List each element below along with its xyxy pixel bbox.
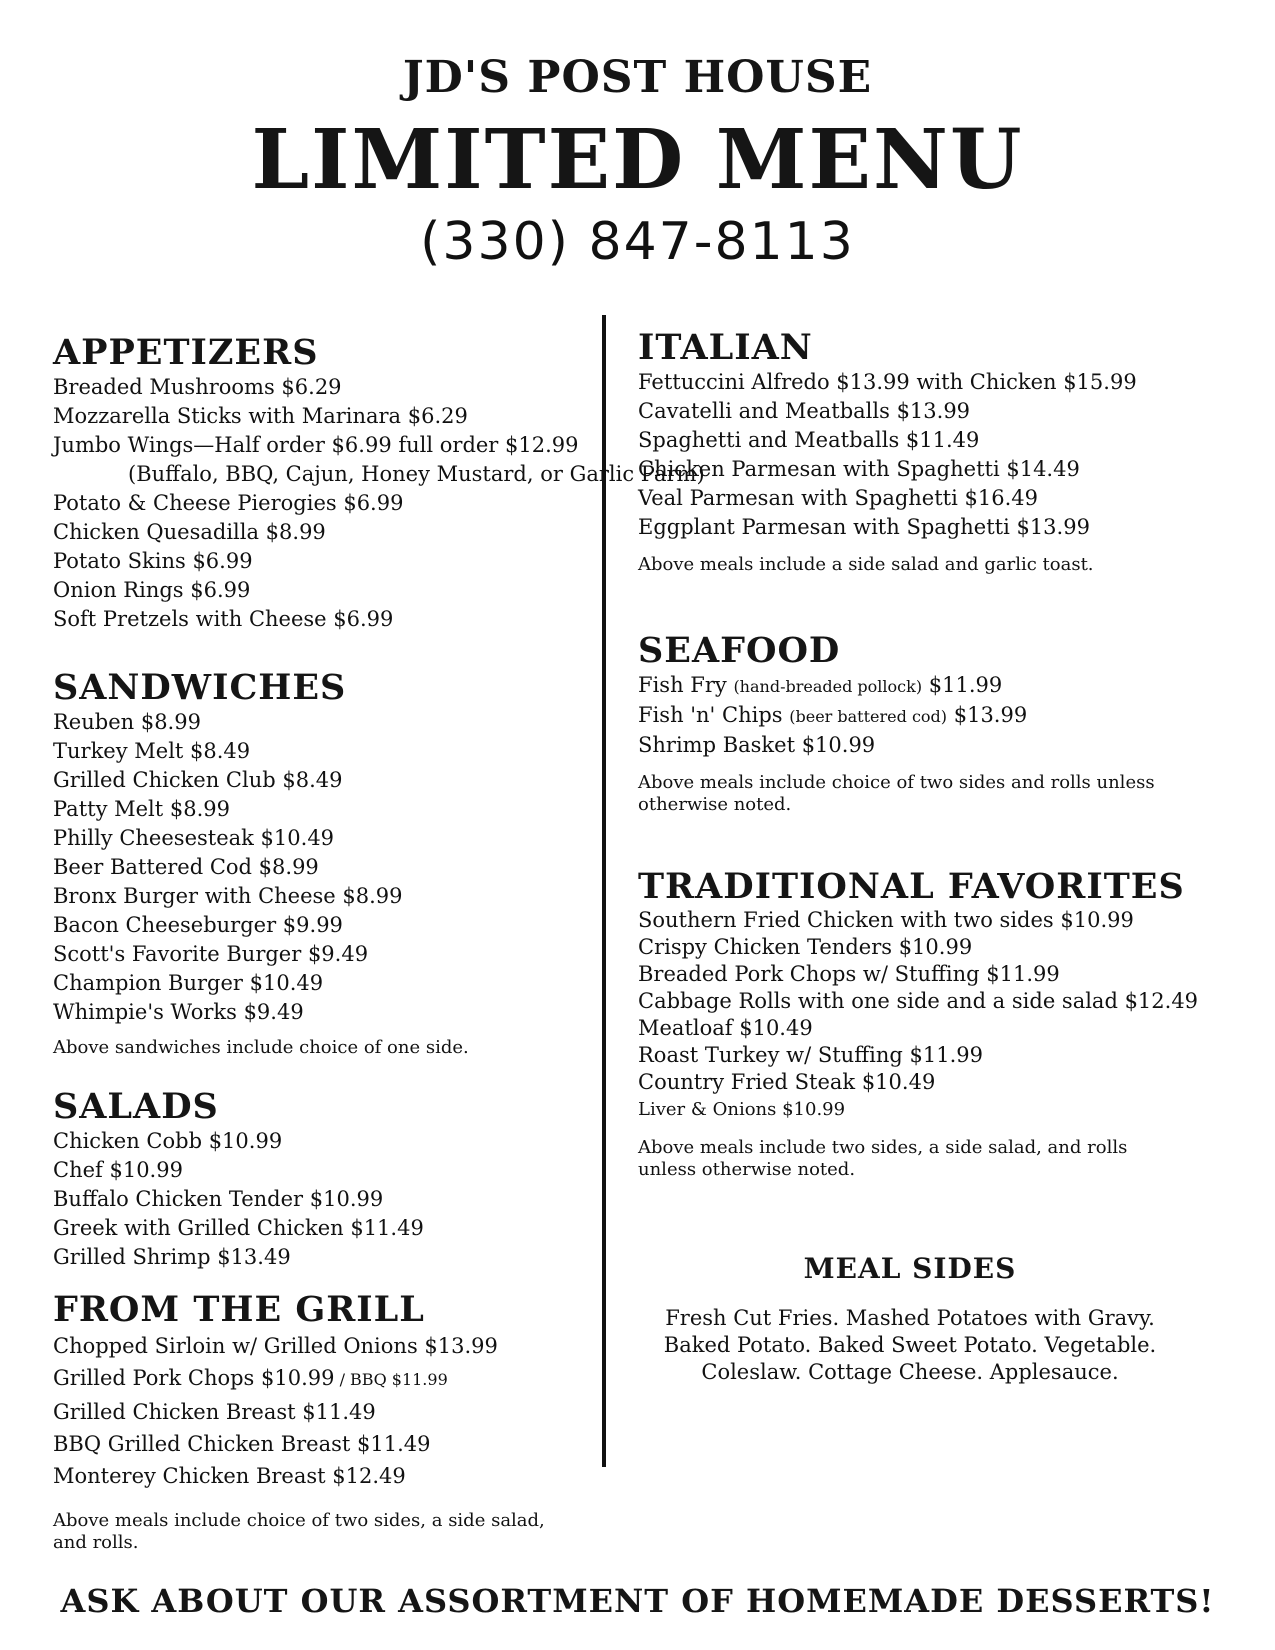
list-item: Monterey Chicken Breast $12.49 bbox=[53, 1464, 406, 1488]
grill-list bbox=[53, 1330, 553, 1492]
sandwiches-list bbox=[53, 708, 469, 1027]
list-item: Bronx Burger with Cheese $8.99 bbox=[53, 884, 403, 908]
list-item: Philly Cheesesteak $10.49 bbox=[53, 826, 335, 850]
seafood-section bbox=[638, 631, 1158, 816]
list-item: Chicken Cobb $10.99 bbox=[53, 1129, 283, 1153]
list-item: Greek with Grilled Chicken $11.49 bbox=[53, 1216, 424, 1240]
list-item: Meatloaf $10.49 bbox=[638, 1016, 813, 1040]
list-item bbox=[53, 1362, 553, 1396]
traditional-list bbox=[638, 907, 1198, 1123]
sides-line: Baked Potato. Baked Sweet Potato. Vegetable. bbox=[663, 1333, 1157, 1357]
list-item: Mozzarella Sticks with Marinara $6.29 bbox=[53, 404, 468, 428]
menu-title: LIMITED MENU bbox=[251, 112, 1024, 208]
fish-chips-desc: (beer battered cod) bbox=[789, 707, 948, 726]
salads-title: SALADS bbox=[53, 1086, 219, 1127]
pork-chops-bbq-price: / BBQ $11.99 bbox=[334, 1370, 448, 1389]
list-item: Grilled Chicken Club $8.49 bbox=[53, 768, 343, 792]
list-item: Onion Rings $6.99 bbox=[53, 578, 251, 602]
fish-chips-price: $13.99 bbox=[953, 703, 1028, 727]
italian-list bbox=[638, 368, 1137, 542]
phone-number: (330) 847-8113 bbox=[420, 212, 855, 272]
grill-note: Above meals include choice of two sides, a side salad, and rolls. bbox=[53, 1510, 545, 1553]
list-item: Chicken Quesadilla $8.99 bbox=[53, 520, 326, 544]
list-item: Patty Melt $8.99 bbox=[53, 797, 231, 821]
italian-note: Above meals include a side salad and garlic toast. bbox=[638, 554, 1094, 575]
list-item: Liver & Onions $10.99 bbox=[638, 1099, 846, 1120]
list-item: Whimpie's Works $9.49 bbox=[53, 1000, 304, 1024]
list-item: Veal Parmesan with Spaghetti $16.49 bbox=[638, 486, 1038, 510]
salads-list bbox=[53, 1127, 424, 1272]
list-item: BBQ Grilled Chicken Breast $11.49 bbox=[53, 1432, 431, 1456]
list-item: Jumbo Wings—Half order $6.99 full order $12.99 bbox=[53, 433, 579, 457]
fish-chips-label: Fish 'n' Chips bbox=[638, 703, 783, 727]
list-item: Cabbage Rolls with one side and a side salad $12.49 bbox=[638, 989, 1199, 1013]
list-item: Grilled Chicken Breast $11.49 bbox=[53, 1400, 376, 1424]
restaurant-name: JD'S POST HOUSE bbox=[402, 52, 873, 103]
list-item: Shrimp Basket $10.99 bbox=[638, 733, 876, 757]
sides-line: Fresh Cut Fries. Mashed Potatoes with Gravy. bbox=[665, 1306, 1155, 1330]
list-item: Beer Battered Cod $8.99 bbox=[53, 855, 319, 879]
list-item bbox=[638, 671, 1158, 701]
salads-section bbox=[53, 1087, 424, 1272]
traditional-section bbox=[638, 867, 1198, 1181]
traditional-title: TRADITIONAL FAVORITES bbox=[638, 866, 1185, 907]
list-item: Breaded Mushrooms $6.29 bbox=[53, 375, 342, 399]
grill-section bbox=[53, 1290, 553, 1554]
list-item: Chef $10.99 bbox=[53, 1158, 183, 1182]
list-item: Turkey Melt $8.49 bbox=[53, 739, 251, 763]
italian-title: ITALIAN bbox=[638, 327, 813, 368]
list-item: Breaded Pork Chops w/ Stuffing $11.99 bbox=[638, 962, 1060, 986]
appetizers-list bbox=[53, 373, 705, 634]
grill-title: FROM THE GRILL bbox=[53, 1289, 425, 1330]
list-item: Champion Burger $10.49 bbox=[53, 971, 324, 995]
meal-sides-title: MEAL SIDES bbox=[803, 1252, 1017, 1285]
list-item: Cavatelli and Meatballs $13.99 bbox=[638, 399, 971, 423]
sandwiches-note: Above sandwiches include choice of one side. bbox=[53, 1037, 469, 1058]
list-item: Spaghetti and Meatballs $11.49 bbox=[638, 428, 980, 452]
list-item: Chopped Sirloin w/ Grilled Onions $13.99 bbox=[53, 1334, 498, 1358]
appetizers-title: APPETIZERS bbox=[53, 332, 319, 373]
list-item: Soft Pretzels with Cheese $6.99 bbox=[53, 607, 394, 631]
list-item: Crispy Chicken Tenders $10.99 bbox=[638, 935, 973, 959]
italian-section bbox=[638, 328, 1137, 576]
sides-line: Coleslaw. Cottage Cheese. Applesauce. bbox=[701, 1360, 1119, 1384]
list-item: Buffalo Chicken Tender $10.99 bbox=[53, 1187, 384, 1211]
list-item bbox=[638, 701, 1158, 731]
list-item: Grilled Shrimp $13.49 bbox=[53, 1245, 291, 1269]
meal-sides-list bbox=[630, 1305, 1190, 1386]
fish-fry-label: Fish Fry bbox=[638, 673, 727, 697]
list-item: Potato & Cheese Pierogies $6.99 bbox=[53, 491, 404, 515]
seafood-note: Above meals include choice of two sides and rolls unless otherwise noted. bbox=[638, 772, 1155, 815]
appetizers-section bbox=[53, 333, 705, 634]
seafood-list bbox=[638, 671, 1158, 760]
list-item: Scott's Favorite Burger $9.49 bbox=[53, 942, 369, 966]
list-item: Chicken Parmesan with Spaghetti $14.49 bbox=[638, 457, 1080, 481]
list-item: Potato Skins $6.99 bbox=[53, 549, 253, 573]
fish-fry-desc: (hand-breaded pollock) bbox=[733, 677, 923, 696]
pork-chops-label: Grilled Pork Chops $10.99 bbox=[53, 1366, 335, 1390]
fish-fry-price: $11.99 bbox=[928, 673, 1003, 697]
list-item: Roast Turkey w/ Stuffing $11.99 bbox=[638, 1043, 983, 1067]
list-item: Eggplant Parmesan with Spaghetti $13.99 bbox=[638, 515, 1090, 539]
sandwiches-section bbox=[53, 668, 469, 1059]
list-item: Country Fried Steak $10.49 bbox=[638, 1070, 936, 1094]
desserts-banner: ASK ABOUT OUR ASSORTMENT OF HOMEMADE DESSERTS! bbox=[60, 1582, 1215, 1620]
list-item: Southern Fried Chicken with two sides $10.99 bbox=[638, 908, 1134, 932]
list-item: Bacon Cheeseburger $9.99 bbox=[53, 913, 343, 937]
list-item: Reuben $8.99 bbox=[53, 710, 201, 734]
wings-flavors-note: (Buffalo, BBQ, Cajun, Honey Mustard, or Garlic Parm) bbox=[128, 462, 705, 486]
list-item: Fettuccini Alfredo $13.99 with Chicken $15.99 bbox=[638, 370, 1137, 394]
traditional-note: Above meals include two sides, a side salad, and rolls unless otherwise noted. bbox=[638, 1137, 1128, 1180]
sandwiches-title: SANDWICHES bbox=[53, 667, 347, 708]
seafood-title: SEAFOOD bbox=[638, 630, 841, 671]
